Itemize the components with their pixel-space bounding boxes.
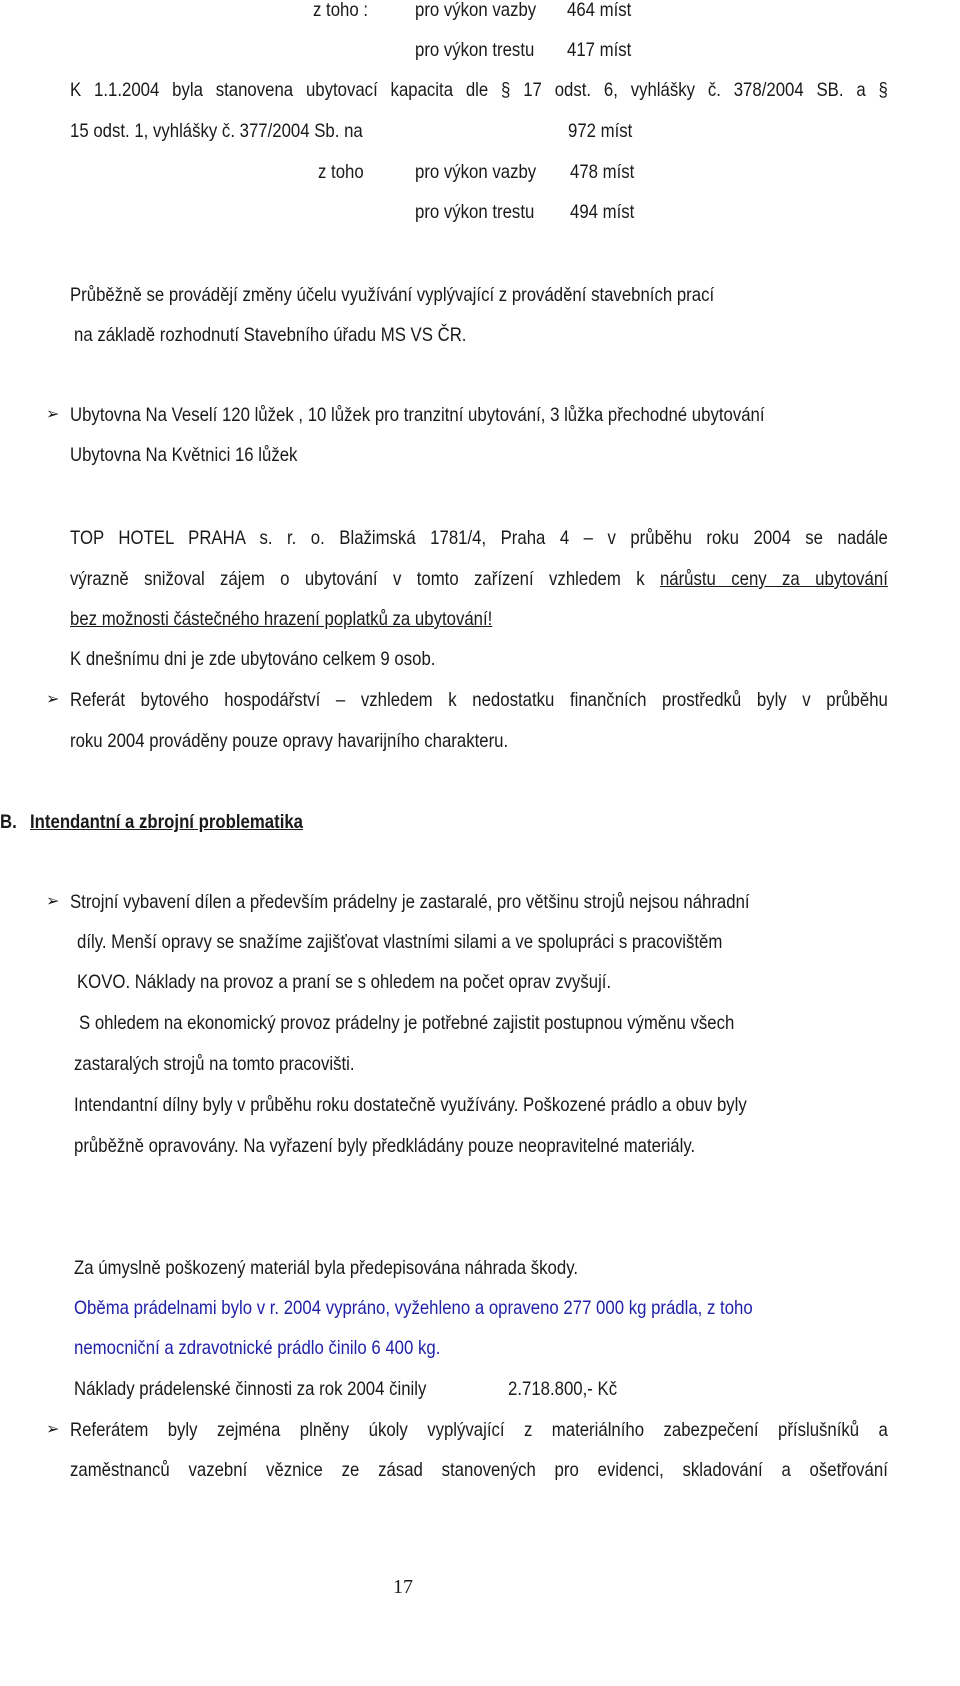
hotel-line2 xyxy=(70,567,888,591)
hotel-line2-underlined: nárůstu ceny za ubytování xyxy=(659,568,888,590)
z-toho-label-2004: z toho xyxy=(318,161,364,183)
vazba-label-2004: pro výkon vazby xyxy=(415,161,537,183)
arrow-bullet-icon: ➢ xyxy=(46,691,60,708)
vazba-label: pro výkon vazby xyxy=(415,0,537,21)
hotel-line4: K dnešnímu dni je zde ubytováno celkem 9 osob. xyxy=(70,648,436,670)
capacity-2004-line2: 15 odst. 1, vyhlášky č. 377/2004 Sb. na xyxy=(70,120,363,142)
referat-byt-line2: roku 2004 prováděny pouze opravy havarijního charakteru. xyxy=(70,730,509,752)
trest-value-2004: 494 míst xyxy=(570,201,635,223)
strojni-line6: Intendantní dílny byly v průběhu roku dostatečně využívány. Poškozené prádlo a obuv byly xyxy=(74,1094,747,1116)
housing-line1: Ubytovna Na Veselí 120 lůžek , 10 lůžek pro tranzitní ubytování, 3 lůžka přechodné ubytování xyxy=(70,404,765,426)
arrow-bullet-icon: ➢ xyxy=(46,1421,60,1438)
hotel-line1: TOP HOTEL PRAHA s. r. o. Blažimská 1781/4, Praha 4 – v průběhu roku 2004 se nadále xyxy=(70,527,888,549)
hotel-line3: bez možnosti částečného hrazení poplatků za ubytování! xyxy=(70,608,493,630)
strojni-line4: S ohledem na ekonomický provoz prádelny je potřebné zajistit postupnou výměnu všech xyxy=(79,1012,735,1034)
strojni-line2: díly. Menší opravy se snažíme zajišťovat vlastními silami a ve spolupráci s pracovištěm xyxy=(77,931,723,953)
strojni-line5: zastaralých strojů na tomto pracovišti. xyxy=(74,1053,355,1075)
referat-mat-line2: zaměstnanců vazební věznice ze zásad stanovených pro evidenci, skladování a ošetřování xyxy=(70,1459,888,1481)
changes-line1: Průběžně se provádějí změny účelu využívání vyplývající z provádění stavebních prací xyxy=(70,284,715,306)
section-b-letter: B. xyxy=(0,811,17,833)
strojni-line3: KOVO. Náklady na provoz a praní se s ohledem na počet oprav zvyšují. xyxy=(77,971,612,993)
trest-label-2004: pro výkon trestu xyxy=(415,201,535,223)
page-number: 17 xyxy=(393,1576,413,1598)
strojni-line7: průběžně opravovány. Na vyřazení byly předkládány pouze neopravitelné materiály. xyxy=(74,1135,696,1157)
vazba-value: 464 míst xyxy=(567,0,632,21)
pradelna-line3: nemocniční a zdravotnické prádlo činilo 6 400 kg. xyxy=(74,1337,441,1359)
trest-label: pro výkon trestu xyxy=(415,39,535,61)
pradelna-line2: Oběma prádelnami bylo v r. 2004 vypráno, vyžehleno a opraveno 277 000 kg prádla, z toho xyxy=(74,1297,753,1319)
referat-mat-line1: Referátem byly zejména plněny úkoly vyplývající z materiálního zabezpečení příslušníků a xyxy=(70,1419,888,1441)
vazba-value-2004: 478 míst xyxy=(570,161,635,183)
capacity-2004-total: 972 míst xyxy=(568,120,633,142)
pradelna-line1: Za úmyslně poškozený materiál byla předepisována náhrada škody. xyxy=(74,1257,579,1279)
hotel-line2-text: výrazně snižoval zájem o ubytování v tomto zařízení vzhledem k xyxy=(70,568,645,590)
section-b-title: Intendantní a zbrojní problematika xyxy=(30,811,304,833)
pradelna-costs-value: 2.718.800,- Kč xyxy=(508,1378,618,1400)
housing-line2: Ubytovna Na Květnici 16 lůžek xyxy=(70,444,298,466)
arrow-bullet-icon: ➢ xyxy=(46,406,60,423)
strojni-line1: Strojní vybavení dílen a především prádelny je zastaralé, pro většinu strojů nejsou náhradní xyxy=(70,891,750,913)
z-toho-label: z toho : xyxy=(313,0,369,21)
capacity-2004-line1: K 1.1.2004 byla stanovena ubytovací kapacita dle § 17 odst. 6, vyhlášky č. 378/2004 SB. a § xyxy=(70,79,888,101)
trest-value: 417 míst xyxy=(567,39,632,61)
arrow-bullet-icon: ➢ xyxy=(46,893,60,910)
referat-byt-line1: Referát bytového hospodářství – vzhledem k nedostatku finančních prostředků byly v průběhu xyxy=(70,689,888,711)
pradelna-costs-label: Náklady prádelenské činnosti za rok 2004 činily xyxy=(74,1378,427,1400)
changes-line2: na základě rozhodnutí Stavebního úřadu MS VS ČR. xyxy=(74,324,467,346)
